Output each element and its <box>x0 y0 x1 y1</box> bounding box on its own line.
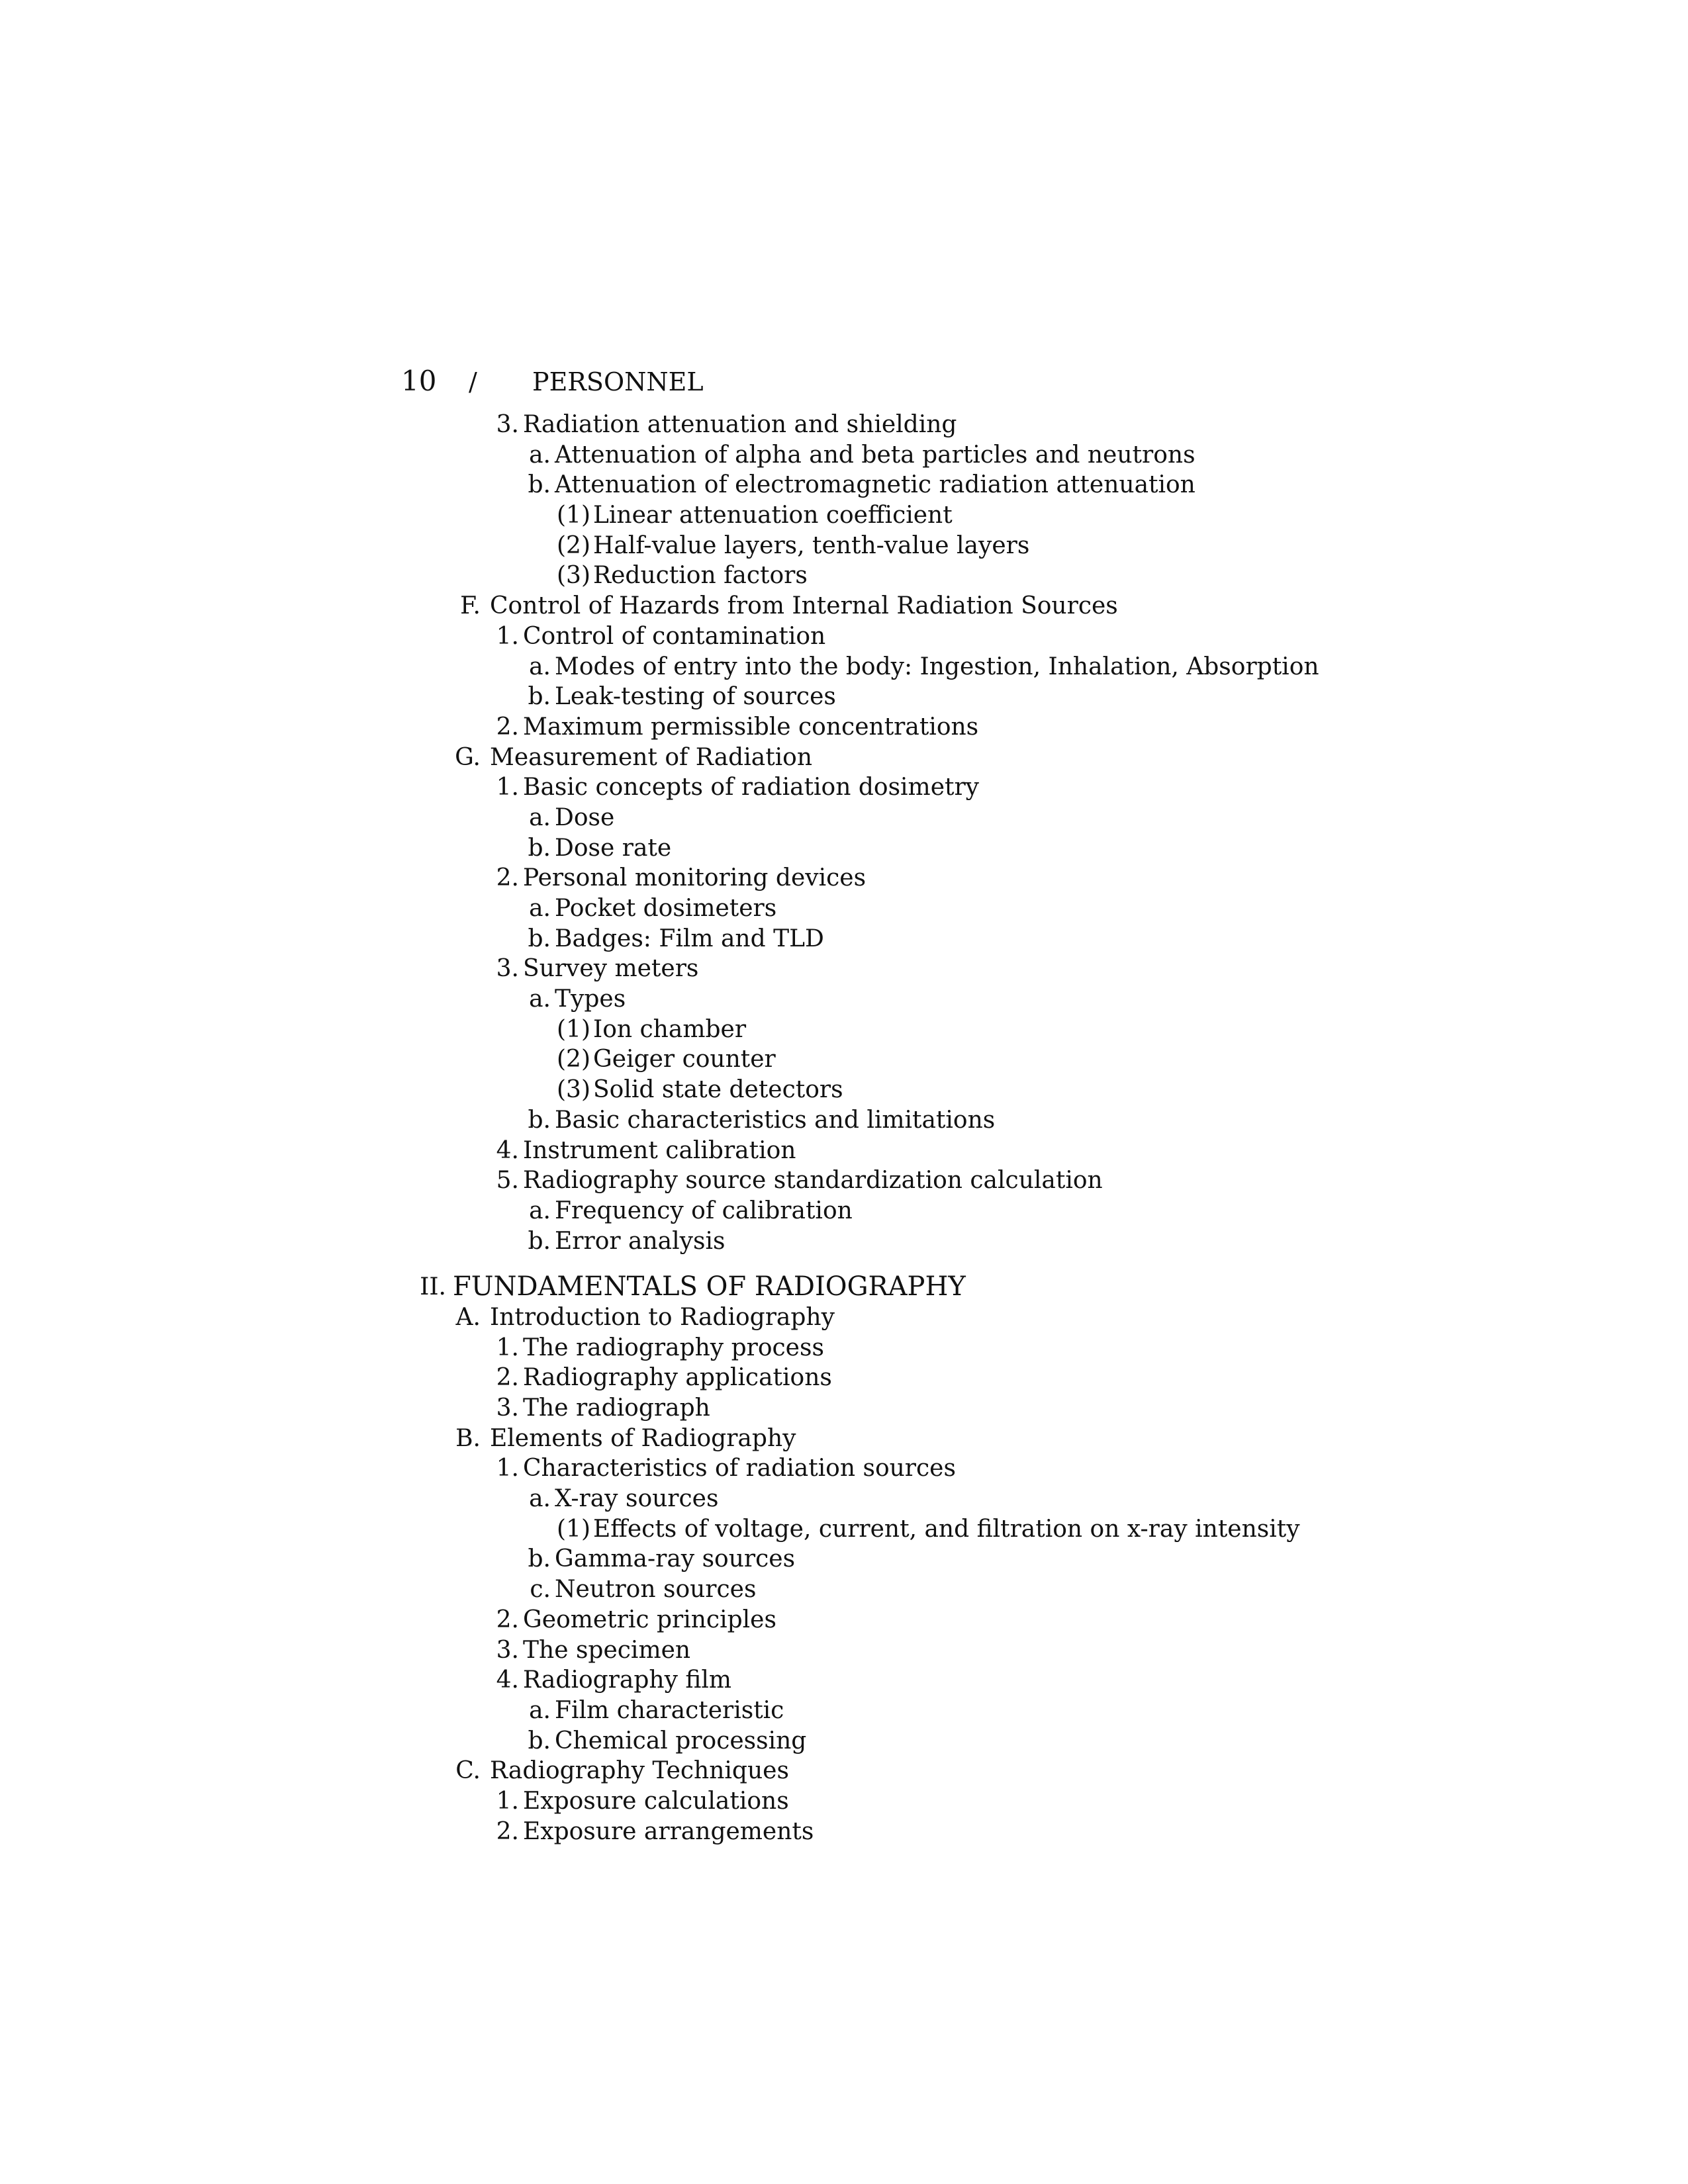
outline-item <box>0 1514 1688 1545</box>
section-gap <box>0 1256 1688 1272</box>
outline-text: The specimen <box>523 1636 691 1664</box>
outline-text: FUNDAMENTALS OF RADIOGRAPHY <box>453 1271 966 1302</box>
outline-text: Badges: Film and TLD <box>555 925 824 952</box>
outline-text: The radiograph <box>523 1394 710 1422</box>
outline-marker: C. <box>455 1757 481 1785</box>
outline-text: Attenuation of electromagnetic radiation attenuation <box>555 471 1196 499</box>
outline-item <box>0 1424 1688 1454</box>
outline-marker: (2) <box>557 531 590 559</box>
outline-item <box>0 1756 1688 1786</box>
outline-marker: 1. <box>496 622 519 650</box>
outline-marker: G. <box>455 743 481 771</box>
outline-marker: b. <box>528 1727 551 1754</box>
outline-item <box>0 500 1688 531</box>
outline-text: Linear attenuation coefficient <box>593 502 953 529</box>
outline-marker: b. <box>528 471 551 499</box>
outline-item <box>0 1696 1688 1726</box>
outline-item <box>0 712 1688 743</box>
outline-text: Dose rate <box>555 834 672 862</box>
outline-text: Elements of Radiography <box>490 1424 796 1452</box>
outline-marker: a. <box>529 895 551 922</box>
outline-marker: a. <box>529 1485 551 1513</box>
outline-text: Pocket dosimeters <box>555 895 777 922</box>
outline-item <box>0 1574 1688 1605</box>
outline-item <box>0 682 1688 712</box>
outline-item <box>0 561 1688 591</box>
outline-list <box>0 410 1688 1846</box>
outline-item <box>0 1136 1688 1166</box>
outline-item <box>0 652 1688 682</box>
outline-marker: 1. <box>496 1455 519 1482</box>
outline-marker: a. <box>529 653 551 680</box>
outline-marker: 4. <box>496 1666 519 1694</box>
outline-item <box>0 1665 1688 1696</box>
outline-text: Solid state detectors <box>593 1076 843 1104</box>
outline-item <box>0 863 1688 893</box>
outline-marker: b. <box>528 925 551 952</box>
outline-item <box>0 1196 1688 1226</box>
outline-text: Effects of voltage, current, and filtration on x-ray intensity <box>593 1515 1300 1543</box>
outline-marker: (1) <box>557 502 590 529</box>
outline-item <box>0 1075 1688 1105</box>
outline-text: Reduction factors <box>593 562 808 590</box>
outline-marker: (1) <box>557 1515 590 1543</box>
outline-item <box>0 1726 1688 1756</box>
outline-text: Radiography Techniques <box>490 1757 789 1785</box>
outline-item <box>0 1786 1688 1817</box>
outline-item <box>0 1544 1688 1574</box>
outline-item <box>0 440 1688 471</box>
outline-text: Characteristics of radiation sources <box>523 1455 956 1482</box>
outline-item <box>0 1605 1688 1635</box>
outline-text: Gamma-ray sources <box>555 1545 796 1573</box>
outline-item <box>0 954 1688 984</box>
outline-marker: a. <box>529 985 551 1013</box>
outline-text: Personal monitoring devices <box>523 864 867 892</box>
outline-text: Geiger counter <box>593 1046 776 1073</box>
outline-marker: II. <box>420 1273 446 1301</box>
outline-text: Introduction to Radiography <box>490 1303 835 1331</box>
outline-item <box>0 591 1688 621</box>
outline-item <box>0 1453 1688 1484</box>
outline-text: Measurement of Radiation <box>490 743 813 771</box>
outline-marker: 3. <box>496 1636 519 1664</box>
outline-text: Basic characteristics and limitations <box>555 1106 996 1134</box>
outline-text: Radiation attenuation and shielding <box>523 411 957 438</box>
outline-item <box>0 1817 1688 1847</box>
outline-marker: c. <box>530 1576 551 1604</box>
outline-text: Ion chamber <box>593 1015 747 1043</box>
outline-text: Frequency of calibration <box>555 1197 853 1224</box>
outline-marker: 2. <box>496 1606 519 1633</box>
outline-text: Attenuation of alpha and beta particles and neutrons <box>555 441 1196 469</box>
outline-item <box>0 743 1688 773</box>
outline-marker: b. <box>528 683 551 711</box>
outline-item <box>0 924 1688 954</box>
outline-marker: a. <box>529 1197 551 1224</box>
outline-marker: 2. <box>496 713 519 741</box>
outline-text: Control of contamination <box>523 622 826 650</box>
outline-marker: b. <box>528 1227 551 1255</box>
outline-item <box>0 1302 1688 1333</box>
outline-marker: 3. <box>496 411 519 438</box>
outline-marker: 2. <box>496 1817 519 1845</box>
running-header <box>401 363 704 400</box>
outline-text: The radiography process <box>523 1334 824 1361</box>
outline-text: Instrument calibration <box>523 1136 796 1164</box>
outline-item <box>0 1044 1688 1075</box>
outline-item <box>0 1363 1688 1393</box>
outline-item <box>0 1484 1688 1514</box>
outline-item <box>0 1393 1688 1424</box>
outline-item <box>0 772 1688 803</box>
outline-item <box>0 1635 1688 1666</box>
outline-item <box>0 1226 1688 1257</box>
outline-item <box>0 1015 1688 1045</box>
outline-marker: 3. <box>496 1394 519 1422</box>
outline-text: Radiography source standardization calculation <box>523 1167 1103 1195</box>
outline-marker: a. <box>529 1696 551 1724</box>
outline-text: Control of Hazards from Internal Radiation Sources <box>490 592 1118 620</box>
outline-marker: (3) <box>557 562 590 590</box>
outline-text: Radiography applications <box>523 1364 832 1392</box>
outline-item <box>0 621 1688 652</box>
running-title: PERSONNEL <box>532 367 704 396</box>
outline-marker: 1. <box>496 1334 519 1361</box>
outline-text: Geometric principles <box>523 1606 776 1633</box>
outline-marker: b. <box>528 834 551 862</box>
outline-item <box>0 1165 1688 1196</box>
outline-item <box>0 1333 1688 1363</box>
outline-text: Half-value layers, tenth-value layers <box>593 531 1030 559</box>
outline-item <box>0 1272 1688 1302</box>
outline-marker: a. <box>529 441 551 469</box>
outline-item <box>0 893 1688 924</box>
outline-text: Error analysis <box>555 1227 726 1255</box>
outline-text: Basic concepts of radiation dosimetry <box>523 774 980 801</box>
outline-item <box>0 410 1688 440</box>
outline-text: Radiography film <box>523 1666 732 1694</box>
outline-marker: B. <box>455 1424 481 1452</box>
outline-marker: 3. <box>496 955 519 983</box>
outline-marker: b. <box>528 1545 551 1573</box>
outline-marker: b. <box>528 1106 551 1134</box>
outline-marker: (1) <box>557 1015 590 1043</box>
outline-marker: 2. <box>496 1364 519 1392</box>
outline-text: Neutron sources <box>555 1576 757 1604</box>
outline-item <box>0 984 1688 1015</box>
outline-text: Exposure calculations <box>523 1787 789 1815</box>
outline-text: Modes of entry into the body: Ingestion, Inhalation, Absorption <box>555 653 1319 680</box>
outline-text: Leak-testing of sources <box>555 683 836 711</box>
header-separator: / <box>469 367 477 396</box>
outline-text: Dose <box>555 803 615 831</box>
outline-marker: 5. <box>496 1167 519 1195</box>
outline-marker: 1. <box>496 774 519 801</box>
outline-item <box>0 531 1688 561</box>
outline-marker: (2) <box>557 1046 590 1073</box>
outline-text: Survey meters <box>523 955 699 983</box>
outline-marker: 2. <box>496 864 519 892</box>
outline-item <box>0 1105 1688 1136</box>
outline-marker: F. <box>460 592 481 620</box>
outline-text: Exposure arrangements <box>523 1817 814 1845</box>
outline-item <box>0 470 1688 500</box>
outline-item <box>0 833 1688 864</box>
outline-marker: 4. <box>496 1136 519 1164</box>
outline-marker: (3) <box>557 1076 590 1104</box>
outline-item <box>0 803 1688 833</box>
outline-text: Maximum permissible concentrations <box>523 713 979 741</box>
outline-marker: 1. <box>496 1787 519 1815</box>
outline-text: Types <box>555 985 626 1013</box>
outline-text: Chemical processing <box>555 1727 807 1754</box>
outline-text: X-ray sources <box>555 1485 719 1513</box>
outline-marker: a. <box>529 803 551 831</box>
page-number: 10 <box>401 365 437 397</box>
outline-marker: A. <box>455 1303 481 1331</box>
outline-text: Film characteristic <box>555 1696 784 1724</box>
